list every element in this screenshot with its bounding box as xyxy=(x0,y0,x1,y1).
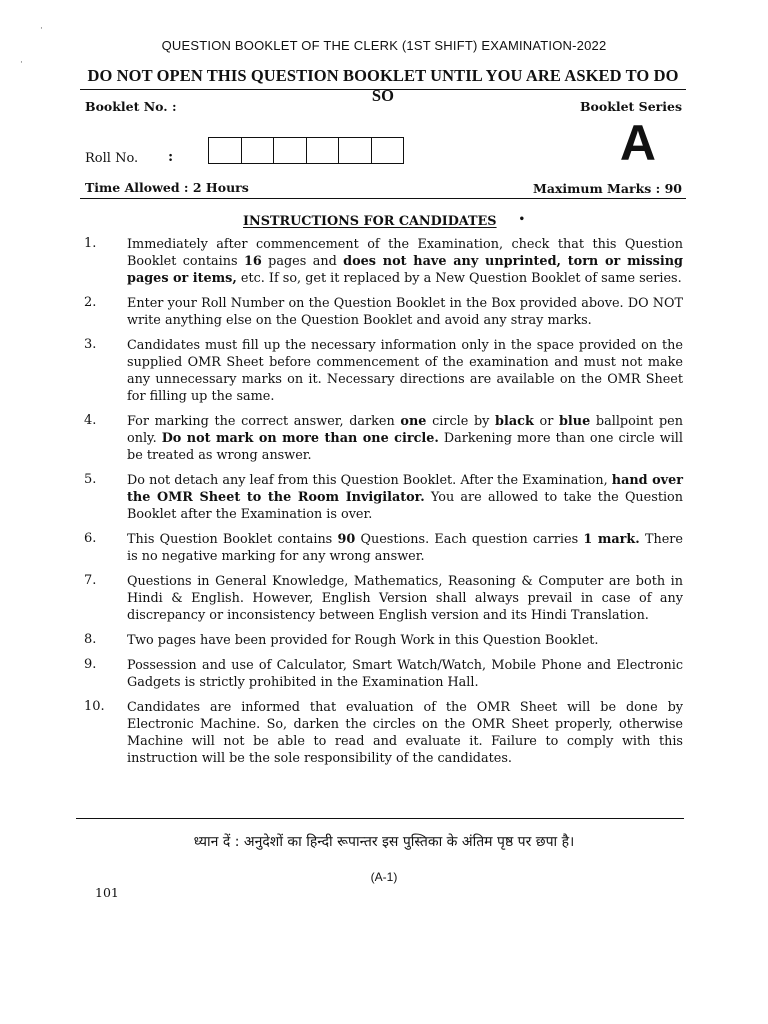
booklet-no-label: Booklet No. : xyxy=(85,99,177,114)
instruction-item xyxy=(0,295,768,329)
roll-no-label: Roll No. xyxy=(85,151,139,166)
roll-digit-box xyxy=(242,138,275,163)
instruction-text: Enter your Roll Number on the Question Booklet in the Box provided above. DO NOT write anything else on the Question Booklet and avoid any stray marks. xyxy=(127,296,683,328)
roll-number-boxes xyxy=(208,137,404,164)
instruction-item xyxy=(0,236,768,287)
instruction-text: For marking the correct answer, darken one circle by black or blue ballpoint pen only. Do not mark on more than one circle. Darkening more than one circle will be treated as wrong answer. xyxy=(127,414,683,463)
instruction-text: Immediately after commencement of the Examination, check that this Question Booklet contains 16 pages and does not have any unprinted, torn or missing pages or items, etc. If so, get it replaced by a New Question Booklet of same series. xyxy=(127,237,683,286)
instructions-list xyxy=(0,236,768,775)
time-allowed: Time Allowed : 2 Hours xyxy=(85,180,249,195)
instruction-text: Do not detach any leaf from this Question Booklet. After the Examination, hand over the OMR Sheet to the Room Invigilator. You are allowed to take the Question Booklet after the Examination is over. xyxy=(127,473,684,522)
divider xyxy=(80,89,686,90)
instruction-number: 2. xyxy=(84,295,97,310)
do-not-open-warning: DO NOT OPEN THIS QUESTION BOOKLET UNTIL YOU ARE ASKED TO DO SO xyxy=(87,66,679,105)
instruction-item xyxy=(0,337,768,405)
instruction-text: Candidates must fill up the necessary information only in the space provided on the supplied OMR Sheet before commencement of the examination and must not make any unnecessary marks on it. Necessary directions are available on the OMR Sheet for filling up the same. xyxy=(127,338,683,404)
roll-digit-box xyxy=(209,138,242,163)
instruction-text: Two pages have been provided for Rough Work in this Question Booklet. xyxy=(127,633,599,648)
page-number: 101 xyxy=(95,885,119,900)
instruction-item xyxy=(0,531,768,565)
instruction-text: Questions in General Knowledge, Mathematics, Reasoning & Computer are both in Hindi & English. However, English Version shall always prevail in case of any discrepancy or inconsistency between English version and its Hindi Translation. xyxy=(127,574,683,623)
instruction-number: 9. xyxy=(84,657,97,672)
instruction-number: 4. xyxy=(84,413,97,428)
instruction-text: This Question Booklet contains 90 Questions. Each question carries 1 mark. There is no negative marking for any wrong answer. xyxy=(127,532,683,564)
divider xyxy=(76,818,684,819)
roll-digit-box xyxy=(339,138,372,163)
page-code: (A-1) xyxy=(370,870,398,884)
instruction-number: 10. xyxy=(84,699,105,714)
instruction-item xyxy=(0,573,768,624)
instruction-number: 6. xyxy=(84,531,97,546)
roll-digit-box xyxy=(307,138,340,163)
roll-no-colon: : xyxy=(168,149,174,165)
instruction-item xyxy=(0,657,768,691)
booklet-series-letter: A xyxy=(619,115,656,171)
instruction-number: 3. xyxy=(84,337,97,352)
instruction-number: 1. xyxy=(84,236,97,251)
divider xyxy=(80,198,686,199)
roll-digit-box xyxy=(372,138,404,163)
instruction-item xyxy=(0,699,768,767)
instruction-number: 5. xyxy=(84,472,97,487)
scan-speck: · xyxy=(40,24,43,34)
instruction-item xyxy=(0,632,768,649)
hindi-note: ध्यान दें : अनुदेशों का हिन्दी रूपान्तर इस पुस्तिका के अंतिम पृष्ठ पर छपा है। xyxy=(193,834,575,850)
instructions-heading-text: INSTRUCTIONS FOR CANDIDATES xyxy=(243,214,497,229)
scan-speck: · xyxy=(20,58,23,68)
instruction-number: 7. xyxy=(84,573,97,588)
exam-title: QUESTION BOOKLET OF THE CLERK (1ST SHIFT) EXAMINATION-2022 xyxy=(161,38,607,53)
maximum-marks: Maximum Marks : 90 xyxy=(533,181,682,196)
booklet-series-label: Booklet Series xyxy=(579,99,682,114)
instruction-text: Possession and use of Calculator, Smart Watch/Watch, Mobile Phone and Electronic Gadgets is strictly prohibited in the Examination Hall. xyxy=(127,658,683,690)
instruction-item xyxy=(0,472,768,523)
instruction-text: Candidates are informed that evaluation of the OMR Sheet will be done by Electronic Machine. So, darken the circles on the OMR Sheet properly, otherwise Machine will not be able to read and evaluate it. Failure to comply with this instruction will be the sole responsibility of the candidates. xyxy=(127,700,683,766)
instructions-heading: INSTRUCTIONS FOR CANDIDATES • xyxy=(243,214,525,229)
instruction-number: 8. xyxy=(84,632,97,647)
roll-digit-box xyxy=(274,138,307,163)
instruction-item xyxy=(0,413,768,464)
